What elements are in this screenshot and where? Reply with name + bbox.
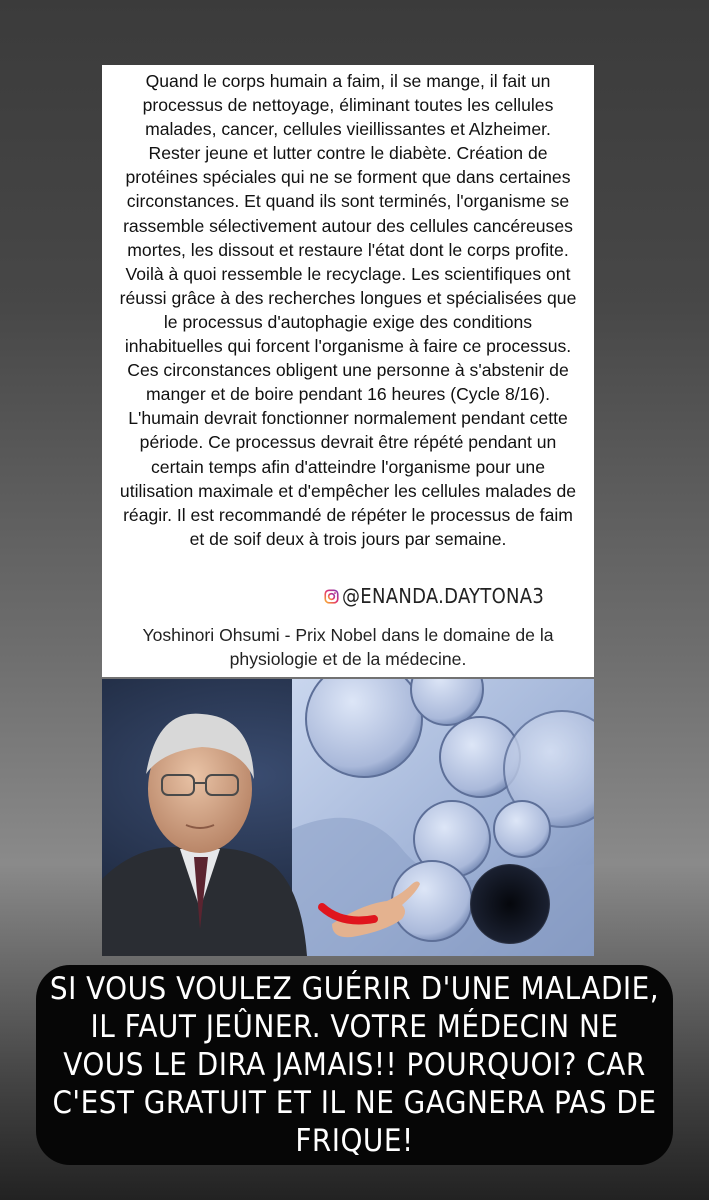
watermark-handle-text: @ENANDA.DAYTONA3 <box>342 584 545 608</box>
instagram-icon <box>324 589 339 604</box>
watermark-handle <box>324 584 544 608</box>
photo-illustration <box>102 679 594 956</box>
post-card <box>102 65 594 677</box>
photo-caption: Yoshinori Ohsumi - Prix Nobel dans le domaine de la physiologie et de la médecine. <box>142 625 554 670</box>
post-photo <box>102 679 594 956</box>
caption-banner <box>36 965 673 1165</box>
post-body-text: Quand le corps humain a faim, il se mange, il fait un processus de nettoyage, éliminant toutes les cellules malades, cancer, cellules vieillissantes et Alzheimer. Rester jeune et lutter contre le diabète. Création de protéines spéciales qui ne se forment que dans certaines circonstances. Et quand ils sont terminés, l'organisme se rassemble sélectivement autour des cellules cancéreuses mortes, les dissout et restaure l'état dont le corps profite. Voilà à quoi ressemble le recyclage. Les scientifiques ont réussi grâce à des recherches longues et spécialisées que le processus d'autophagie exige des conditions inhabituelles qui forcent l'organisme à faire ce processus. Ces circonstances obligent une personne à s'abstenir de manger et de boire pendant 16 heures (Cycle 8/16). L'humain devrait fonctionner normalement pendant cette période. Ce processus devrait être répété pendant un certain temps afin d'atteindre l'organisme pour une utilisation maximale et d'empêcher les cellules malades de réagir. Il est recommandé de répéter le processus de faim et de soif deux à trois jours par semaine. <box>119 71 577 549</box>
banner-text: SI VOUS VOULEZ GUÉRIR D'UNE MALADIE, IL FAUT JEÛNER. VOTRE MÉDECIN NE VOUS LE DIRA JAMAIS!! POURQUOI? CAR C'EST GRATUIT ET IL NE GAGNERA PAS DE FRIQUE! <box>49 971 660 1159</box>
